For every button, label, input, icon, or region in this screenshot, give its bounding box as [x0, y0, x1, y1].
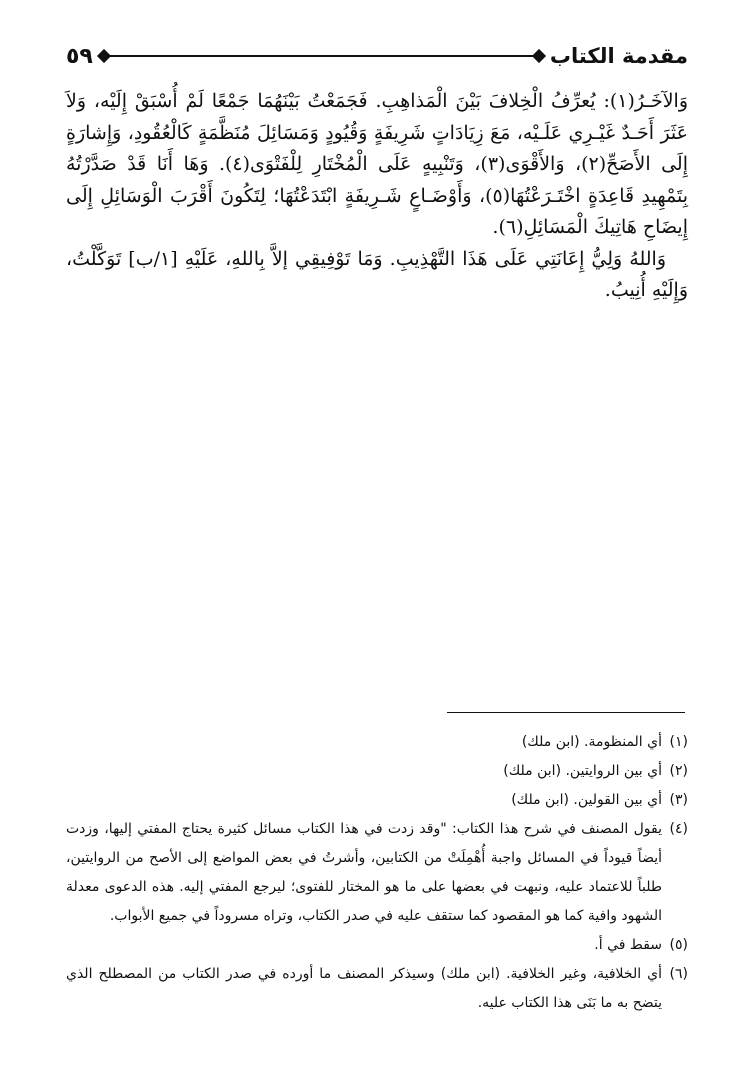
footnote [66, 728, 688, 757]
header-line [107, 55, 536, 57]
main-text [66, 86, 688, 307]
footnote-text: سقط في أ. [594, 937, 662, 953]
chapter-title: مقدمة الكتاب [549, 44, 688, 68]
footnote [66, 931, 688, 960]
footnote [66, 757, 688, 786]
footnote-number: (٣) [669, 792, 688, 808]
footnote [66, 786, 688, 815]
footnote-number: (٦) [669, 966, 688, 982]
footnote-text: أي المنظومة. (ابن ملك) [521, 734, 662, 750]
footnote-text: أي الخلافية، وغير الخلافية. (ابن ملك) وسيذكر المصنف ما أورده في صدر الكتاب من المصطلح الذي يتضح به ما بَنَى هذا الكتاب عليه. [66, 966, 662, 1011]
footnotes [66, 728, 688, 1018]
footnote [66, 815, 688, 931]
page-number: ٥٩ [66, 43, 93, 69]
footnote [66, 960, 688, 1018]
footnote-text: أي بين القولين. (ابن ملك) [511, 792, 662, 808]
running-header [66, 36, 688, 76]
footnote-number: (٢) [669, 763, 688, 779]
footnote-number: (١) [669, 734, 688, 750]
footnote-text: يقول المصنف في شرح هذا الكتاب: "وقد زدت في هذا الكتاب مسائل كثيرة يحتاج المفتي إليها، وزدت أيضاً قيوداً في المسائل واجبة أُهْمِلَتْ من الكتابين، وأشرتُ في بعض المواضع إلى الأصح من الروايتين، طلباً للاعتماد عليه، ونبهت في بعضها على ما هو المختار للفتوى؛ ليرجع المفتي إليه. هذه الدعوى معدلة الشهود وافية كما هو المقصود كما ستقف عليه في صدر الكتاب، وتراه مسروداً في جميع الأبواب. [66, 821, 662, 924]
right-diamond-ornament [532, 49, 546, 63]
paragraph-2: وَاللهُ وَلِيُّ إِعَانَتِي عَلَى هَذَا التَّهْذِيبِ. وَمَا تَوْفِيقِي إلاَّ بِاللهِ، عَلَيْهِ [١/ب] تَوَكَّلْتُ، وَإِلَيْهِ أُنِيبُ. [66, 247, 688, 301]
paragraph-1: وَالآخَـرُ(١): يُعرِّفُ الْخِلافَ بَيْنَ الْمَذاهِبِ. فَجَمَعْتُ بَيْنَهُمَا جَمْعًا لَمْ أُسْبَقْ إِلَيْه، وَلاَ عَثَرَ أَحَـدٌ غَيْـرِي عَلَـيْه، مَعَ زِيَادَاتٍ شَرِيفَةٍ وَقُيُودٍ وَمَسَائِلَ مُنَظَّمَةٍ كَالْعُقُودِ، وَإِشارَةٍ إِلَى الأَصَحِّ(٢)، وَالأَقْوَى(٣)، وَتَنْبِيهٍ عَلَى الْمُخْتَارِ لِلْفَتْوَى(٤). وَهَا أَنَا قَدْ صَدَّرْتُهُ بِتَمْهِيدِ قَاعِدَةٍ اخْتَـرَعْتُهَا(٥)، وَأَوْضَـاعٍ شَـرِيفَةٍ ابْتَدَعْتُهَا؛ لِتَكُونَ أَقْرَبَ الْوَسَائِلِ إِلَى إِيضَاحِ هَاتِيكَ الْمَسَائِلِ(٦). [66, 90, 689, 238]
footnote-number: (٤) [669, 821, 688, 837]
footnote-number: (٥) [669, 937, 688, 953]
header-rule [99, 49, 544, 63]
footnote-text: أي بين الروايتين. (ابن ملك) [503, 763, 662, 779]
footnote-separator [447, 712, 685, 713]
